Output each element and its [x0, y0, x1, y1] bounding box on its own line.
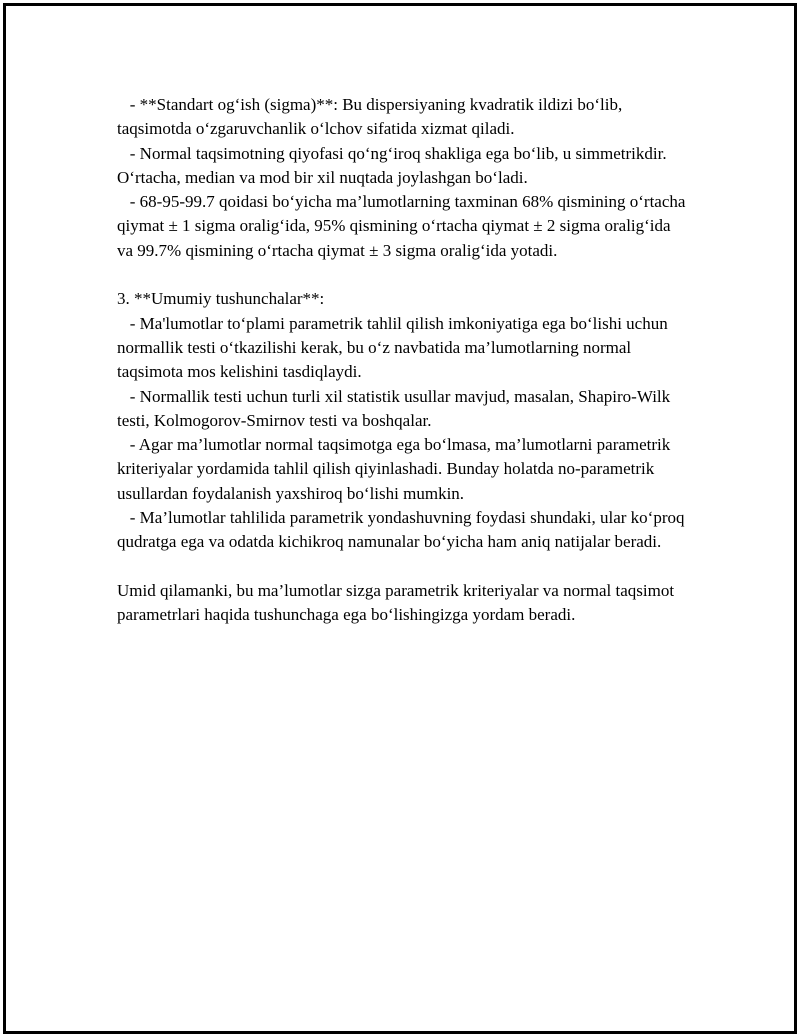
paragraph-gap: [117, 555, 687, 579]
paragraph-empirical-rule: - 68-95-99.7 qoidasi bo‘yicha ma’lumotlarning taxminan 68% qismining o‘rtacha qiymat ± 1 sigma oralig‘ida, 95% qismining o‘rtacha qiymat ± 2 sigma oralig‘ida va 99.7% qismining o‘rtacha qiymat ± 3 sigma oralig‘ida yotadi.: [117, 192, 690, 260]
closing-section: [117, 579, 687, 628]
document-body: [117, 93, 690, 628]
paragraph-normality-test-methods: - Normallik testi uchun turli xil statistik usullar mavjud, masalan, Shapiro-Wilk testi, Kolmogorov-Smirnov testi va boshqalar.: [117, 386, 675, 430]
general-concepts-section: [117, 287, 687, 554]
section-heading-general-concepts: 3. **Umumiy tushunchalar**:: [117, 289, 325, 309]
paragraph-normal-shape: - Normal taqsimotning qiyofasi qo‘ng‘iroq shakliga ega bo‘lib, u simmetrikdir. O‘rtacha, median va mod bir xil nuqtada joylashgan bo‘ladi.: [117, 143, 671, 187]
paragraph-nonparametric-methods: - Agar ma’lumotlar normal taqsimotga ega bo‘lmasa, ma’lumotlarni parametrik kriteriyalar yordamida tahlil qilish qiyinlashadi. Bunday holatda no-parametrik usullardan foydalanish yaxshiroq bo‘lishi mumkin.: [117, 435, 675, 503]
paragraph-normality-test-required: - Ma'lumotlar to‘plami parametrik tahlil qilish imkoniyatiga ega bo‘lishi uchun normallik testi o‘tkazilishi kerak, bu o‘z navbatida ma’lumotlarning normal taqsimota mos kelishini tasdiqlaydi.: [117, 313, 672, 382]
paragraph-gap: [117, 263, 687, 287]
paragraph-standard-deviation: - **Standart og‘ish (sigma)**: Bu dispersiyaning kvadratik ildizi bo‘lib, taqsimotda o‘zgaruvchanlik o‘lchov sifatida xizmat qiladi.: [117, 95, 627, 139]
paragraph-closing: Umid qilamanki, bu ma’lumotlar sizga parametrik kriteriyalar va normal taqsimot parametrlari haqida tushunchaga ega bo‘lishingizga yordam beradi.: [117, 580, 679, 625]
sigma-section: [117, 93, 690, 263]
paragraph-parametric-advantage: - Ma’lumotlar tahlilida parametrik yondashuvning foydasi shundaki, ular ko‘proq qudratga ega va odatda kichikroq namunalar bo‘yicha ham aniq natijalar beradi.: [117, 508, 689, 552]
